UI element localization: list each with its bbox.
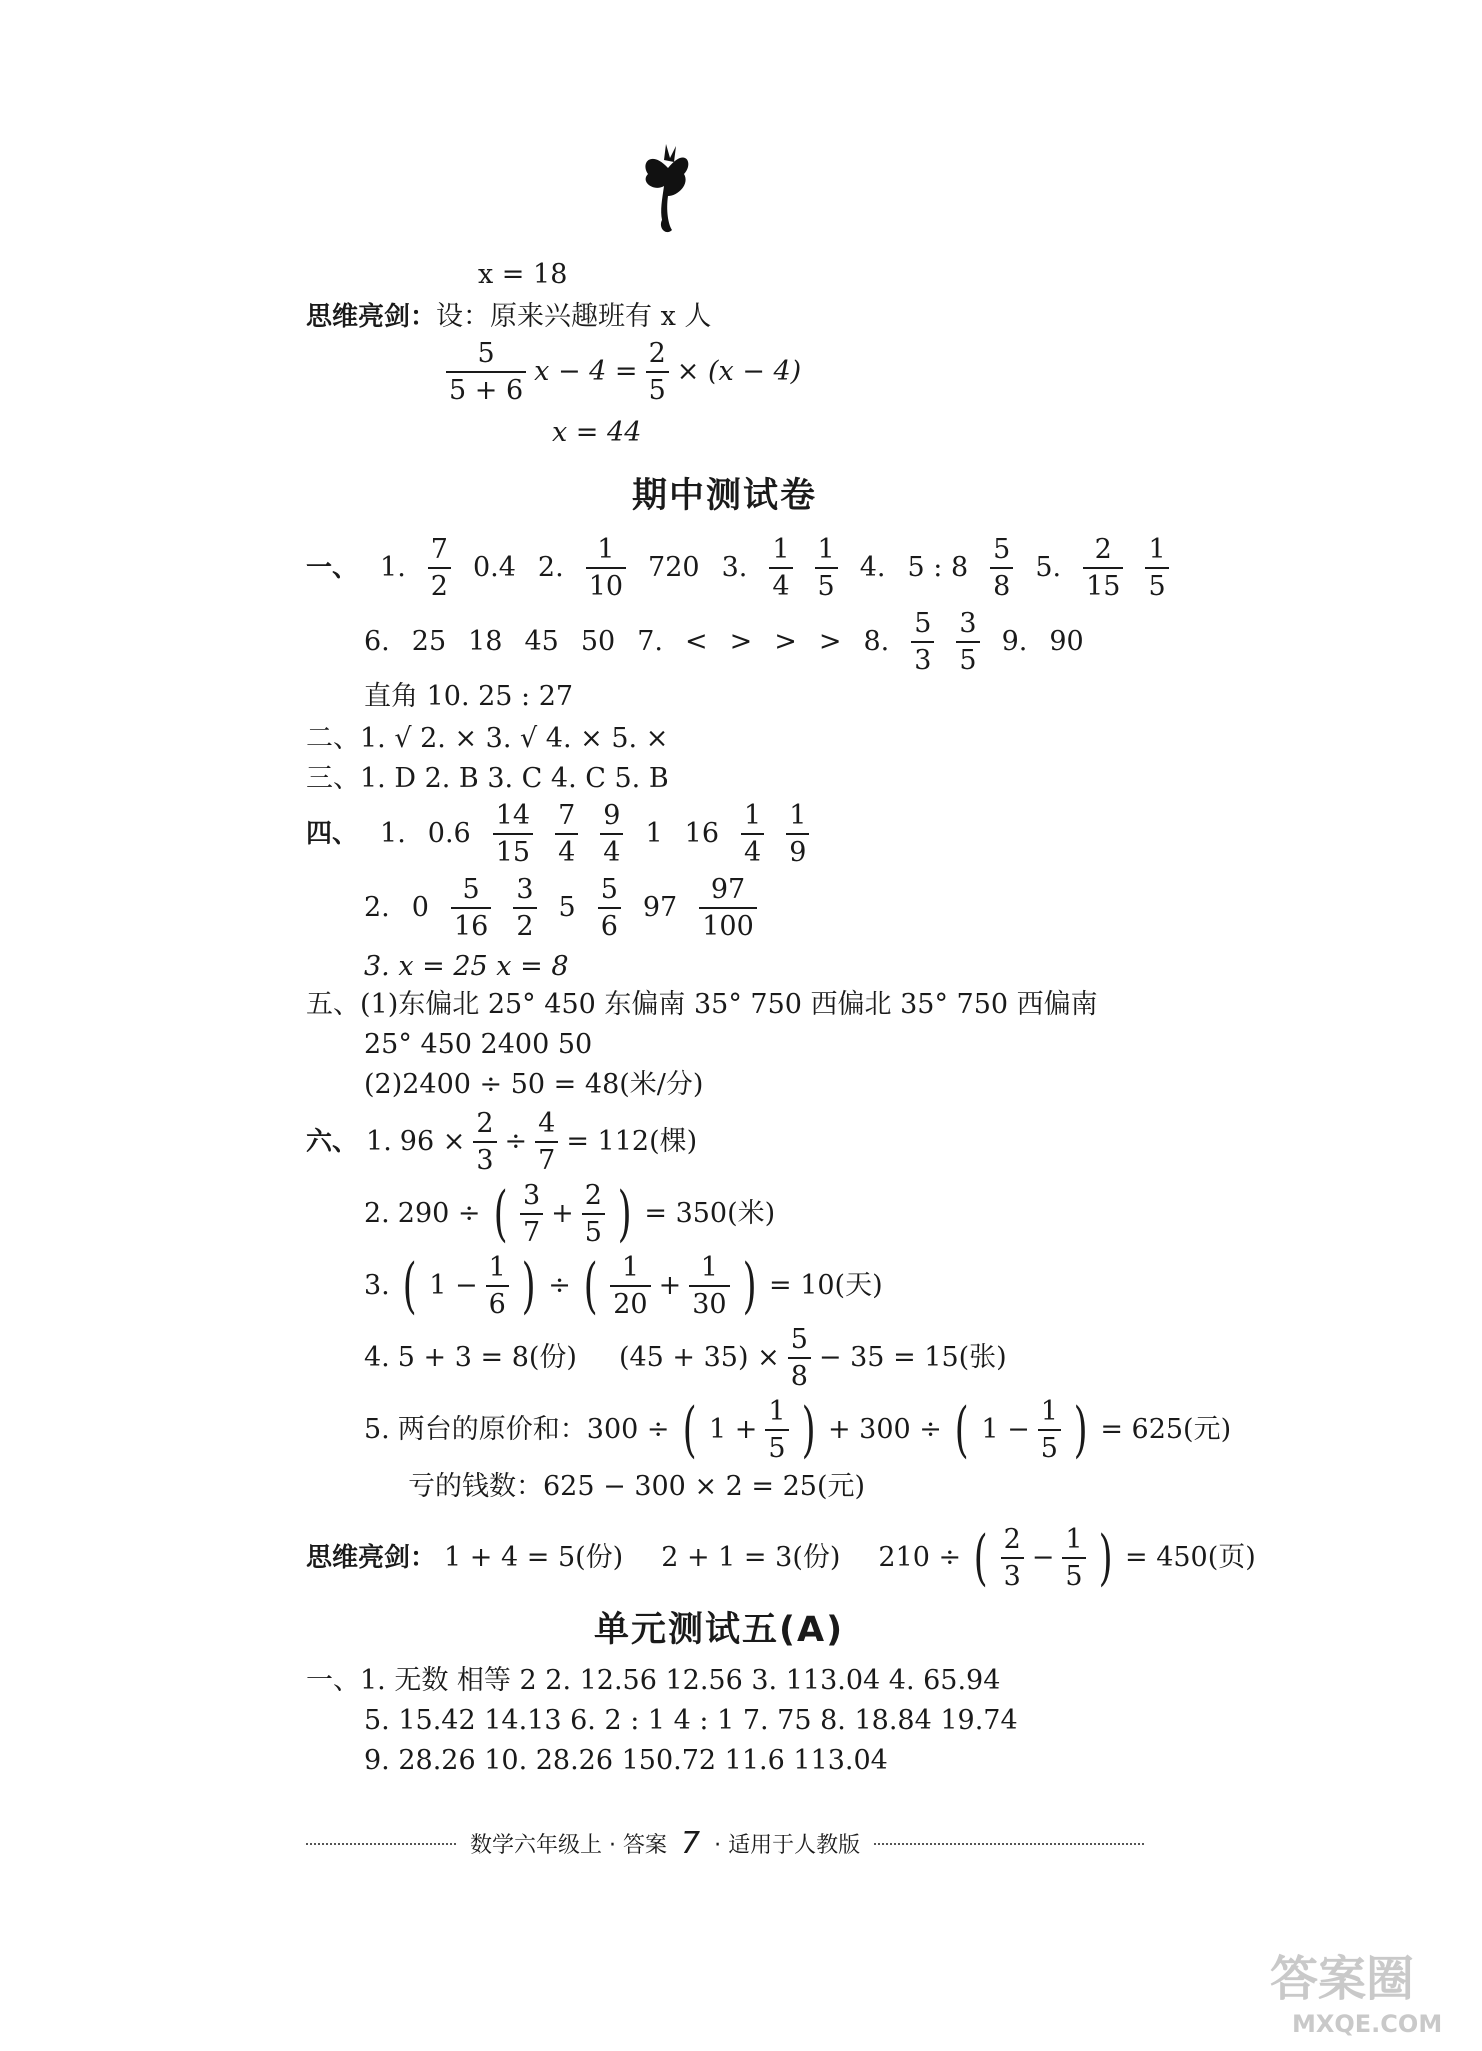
item-no: 5. [364,1414,390,1445]
midterm-s6-4 [364,1326,1007,1390]
page-footer [306,1826,1144,1861]
expr: + 300 ÷ [827,1414,942,1445]
value: 0 [411,892,429,923]
value: 45 [524,626,559,657]
left-paren: ( [402,1251,417,1321]
fraction: $\frac{2}{5}$ [582,1182,605,1246]
siwei-label: 思维亮剑： [306,1543,437,1573]
item-no: 5. [1035,552,1062,583]
operator: + [551,1198,574,1229]
equation-row [446,340,801,404]
fraction: $\frac{5}{8}$ [990,536,1013,600]
value: 720 [648,552,700,583]
midterm-s1-line3: 直角 10. 25 : 27 [364,681,574,712]
item-no: 6. [364,626,390,657]
fraction: $\frac{97}{100}$ [699,876,757,940]
operator: + [658,1270,682,1301]
left-paren: ( [583,1251,598,1321]
fraction: $\frac{2}{15}$ [1083,536,1123,600]
midterm-title: 期中测试卷 [632,476,818,516]
right-paren: ) [617,1179,632,1249]
fraction: $\frac{1}{5}$ [1062,1526,1085,1590]
item-no: 4. [364,1342,390,1373]
expr: 96 × [399,1126,466,1157]
value: 1 [645,818,663,849]
footer-text-right: · 适用于人教版 [714,1833,861,1858]
flower-ornament-icon [638,140,698,240]
answer-x-18: x = 18 [478,259,568,290]
fraction: $\frac{5}{3}$ [911,610,934,674]
unit5-line1: 一、1. 无数 相等 2 2. 12.56 12.56 3. 113.04 4. 65.94 [306,1665,1001,1696]
fraction: $\frac{5}{6}$ [598,876,621,940]
result: = 450(页) [1124,1542,1256,1573]
item-no: 4. [859,552,886,583]
expr: 1 − [981,1414,1030,1445]
operator: ÷ [504,1126,528,1157]
value: 50 [580,626,616,657]
right-paren: ) [521,1251,536,1321]
operator: − [1031,1542,1055,1573]
value: 5 : 8 [907,552,969,583]
midterm-s1-line2 [364,610,1084,674]
expr: 290 ÷ [397,1198,481,1229]
siwei-label: 思维亮剑： [306,302,437,332]
fraction: $\frac{3}{7}$ [520,1182,543,1246]
value: 0.6 [427,818,471,849]
footer-divider [874,1843,1144,1845]
item-no: 8. [863,626,890,657]
value: 18 [468,626,503,657]
fraction: $\frac{1}{5}$ [765,1398,788,1462]
fraction: $\frac{5}{5 + 6}$ [446,340,526,404]
expr: 5 + 3 = 8(份) [397,1342,577,1373]
result: = 112(棵) [566,1126,698,1157]
item-no: 7. [637,626,663,657]
operator: ÷ [548,1270,571,1301]
fraction: $\frac{14}{15}$ [493,802,533,866]
result: − 35 = 15(张) [818,1342,1007,1373]
fraction: $\frac{5}{16}$ [451,876,491,940]
answer-x-44: x = 44 [552,417,642,448]
midterm-s1-line1 [306,536,1169,600]
item-no: 3. [721,552,748,583]
fraction: $\frac{1}{5}$ [1145,536,1168,600]
fraction: $\frac{9}{4}$ [600,802,623,866]
result: = 10(天) [769,1270,883,1301]
value: 97 [642,892,678,923]
expr: (45 + 35) × [618,1342,780,1373]
midterm-s3: 三、1. D 2. B 3. C 4. C 5. B [306,763,669,794]
fraction: $\frac{1}{30}$ [689,1254,729,1318]
midterm-s6-5 [364,1395,1232,1465]
right-paren: ) [742,1251,757,1321]
midterm-s5-line3: (2)2400 ÷ 50 = 48(米/分) [364,1069,704,1100]
fraction: $\frac{1}{6}$ [486,1254,509,1318]
item-no: 2. [537,552,564,583]
midterm-s6-5-line2: 亏的钱数：625 − 300 × 2 = 25(元) [408,1471,866,1502]
fraction: $\frac{1}{9}$ [786,802,809,866]
fraction: $\frac{1}{4}$ [769,536,792,600]
item-no: 1. [380,818,406,849]
midterm-s6-2 [364,1179,776,1249]
midterm-s5-line1: 五、(1)东偏北 25° 450 东偏南 35° 750 西偏北 35° 750 西偏南 [306,989,1098,1020]
fraction: $\frac{1}{10}$ [586,536,626,600]
fraction: $\frac{3}{2}$ [513,876,536,940]
fraction: $\frac{2}{3}$ [473,1110,496,1174]
item-no: 3. [364,1270,390,1301]
footer-divider [306,1843,456,1845]
midterm-siwei [306,1523,1256,1593]
fraction: $\frac{1}{4}$ [741,802,764,866]
expr: 210 ÷ [878,1542,962,1573]
midterm-s5-line2: 25° 450 2400 50 [364,1029,593,1060]
midterm-s2: 二、1. √ 2. × 3. √ 4. × 5. × [306,723,669,754]
value: 90 [1049,626,1084,657]
midterm-s4-line3: 3. x = 25 x = 8 [364,951,569,982]
value: 0.4 [472,552,516,583]
item-no: 2. [364,1198,390,1229]
fraction: $\frac{7}{4}$ [555,802,578,866]
value: 16 [684,818,720,849]
expr: 1 + 4 = 5(份) [444,1542,624,1573]
equation-tail: × (x − 4) [676,356,802,387]
left-paren: ( [682,1395,697,1465]
section-label: 六、 [306,1127,359,1157]
midterm-s6-1 [306,1110,697,1174]
fraction: $\frac{2}{5}$ [646,340,669,404]
unit5-line3: 9. 28.26 10. 28.26 150.72 11.6 113.04 [364,1745,888,1776]
fraction: $\frac{7}{2}$ [428,536,451,600]
expr: 2 + 1 = 3(份) [661,1542,841,1573]
value: 25 [411,626,447,657]
left-paren: ( [973,1523,988,1593]
footer-text-left: 数学六年级上 · 答案 [470,1833,667,1858]
watermark-url: MXQE.COM [1292,2010,1443,2038]
section-label: 四、 [306,819,359,849]
midterm-s4-line2 [364,876,757,940]
symbol: > [729,626,753,657]
item-no: 9. [1001,626,1028,657]
right-paren: ) [1098,1523,1113,1593]
equation-middle: x − 4 = [534,356,638,387]
right-paren: ) [801,1395,816,1465]
section-label: 一、 [306,553,359,583]
fraction: $\frac{1}{20}$ [610,1254,650,1318]
siwei-text: 设：原来兴趣班有 x 人 [436,301,712,332]
unit5-line2: 5. 15.42 14.13 6. 2 : 1 4 : 1 7. 75 8. 18.84 19.74 [364,1705,1018,1736]
watermark-logo: 答案圈 [1270,1951,1415,2007]
midterm-s4-line1 [306,802,809,866]
left-paren: ( [954,1395,969,1465]
page-number: 7 [680,1826,701,1861]
siwei-row-prev [306,300,711,334]
result: = 625(元) [1100,1414,1232,1445]
expr: 1 − [429,1270,478,1301]
right-paren: ) [1073,1395,1088,1465]
expr: 两台的原价和：300 ÷ [397,1414,670,1445]
item-no: 1. [380,552,406,583]
fraction: $\frac{2}{3}$ [1001,1526,1024,1590]
symbol: < [684,626,708,657]
item-no: 1. [366,1126,392,1157]
unit5-title: 单元测试五(A) [594,1610,845,1650]
midterm-s6-3 [364,1251,883,1321]
fraction: $\frac{1}{5}$ [815,536,838,600]
value: 5 [558,892,576,923]
fraction: $\frac{1}{5}$ [1038,1398,1061,1462]
symbol: > [818,626,842,657]
item-no: 2. [364,892,390,923]
fraction: $\frac{5}{8}$ [788,1326,811,1390]
result: = 350(米) [644,1198,776,1229]
fraction: $\frac{3}{5}$ [956,610,979,674]
symbol: > [774,626,797,657]
expr: 1 + [708,1414,758,1445]
left-paren: ( [493,1179,508,1249]
fraction: $\frac{4}{7}$ [535,1110,558,1174]
